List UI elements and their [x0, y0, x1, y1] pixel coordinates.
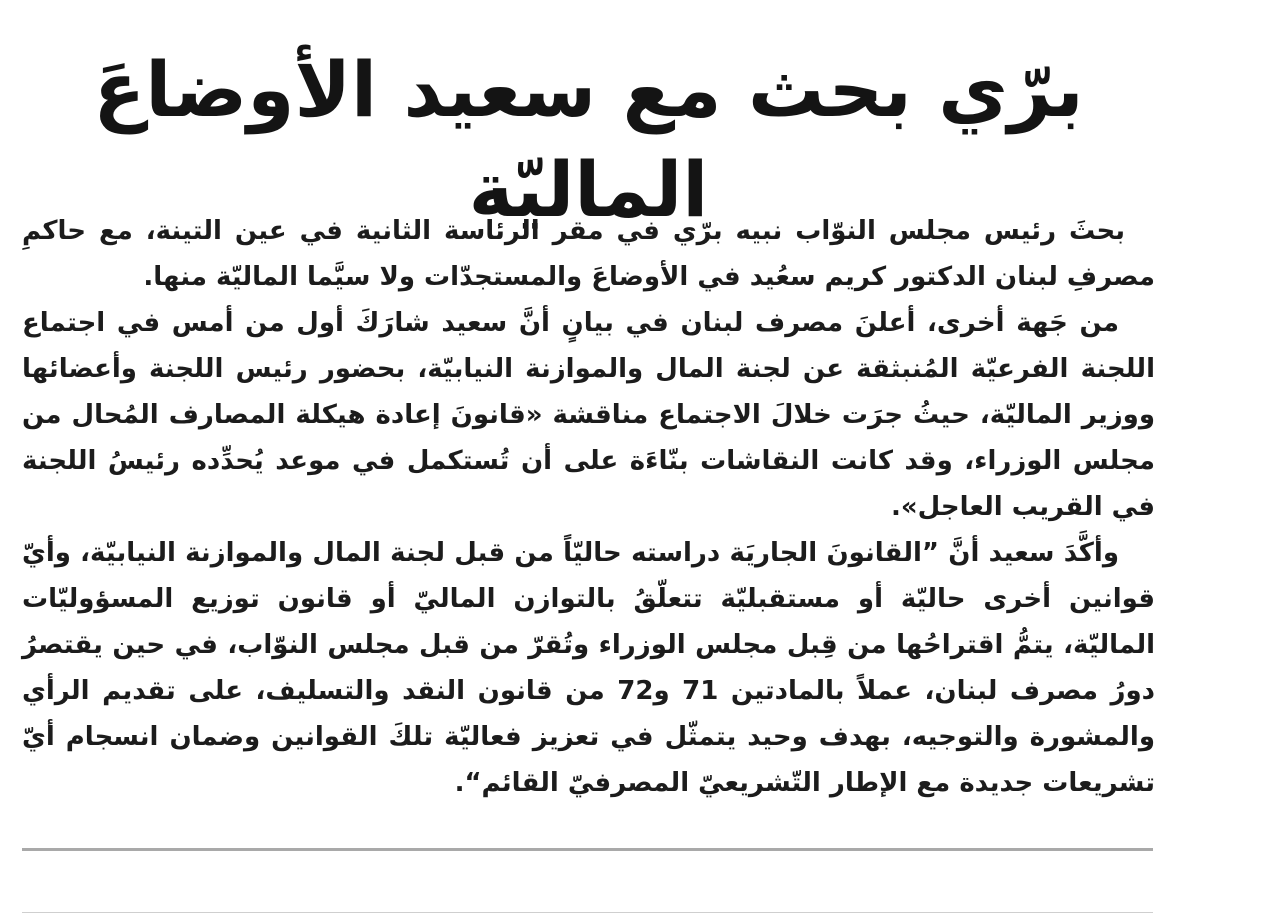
article-body [22, 208, 1155, 806]
headline: برّي بحث مع سعيد الأوضاعَ الماليّة [93, 45, 1084, 234]
article [22, 0, 1155, 806]
paragraph-1: بحثَ رئيس مجلس النوّاب نبيه برّي في مقر الرئاسة الثانية في عين التينة، مع حاكمِ مصرفِ لبنان الدكتور كريم سعُيد في الأوضاعَ والمستجدّات ولا سيَّما الماليّة منها. [22, 216, 1155, 292]
paragraph-2: من جَهة أخرى، أعلنَ مصرف لبنان في بيانٍ أنَّ سعيد شارَكَ أول من أمس في اجتماع اللجنة الفرعيّة المُنبثقة عن لجنة المال والموازنة النيابيّة، بحضور رئيس اللجنة وأعضائها ووزير الماليّة، حيثُ جرَت خلالَ الاجتماع مناقشة «قانونَ إعادة هيكلة المصارف المُحال من مجلس الوزراء، وقد كانت النقاشات بنّاءَة على أن تُستكمل في موعد يُحدِّده رئيسُ اللجنة في القريب العاجل». [22, 308, 1155, 522]
divider-rule [22, 848, 1153, 851]
bottom-divider [22, 912, 1153, 913]
paragraph-3: وأكَّدَ سعيد أنَّ ”القانونَ الجاريَة دراسته حاليّاً من قبل لجنة المال والموازنة النيابيّة، وأيّ قوانين أخرى حاليّة أو مستقبليّة تتعلّقُ بالتوازن الماليّ أو قانون توزيع المسؤوليّات الماليّة، يتمُّ اقتراحُها من قِبل مجلس الوزراء وتُقرّ من قبل مجلس النوّاب، في حين يقتصرُ دورُ مصرف لبنان، عملاً بالمادتين 71 و72 من قانون النقد والتسليف، على تقديم الرأي والمشورة والتوجيه، بهدف وحيد يتمثّل في تعزيز فعاليّة تلكَ القوانين وضمان انسجام أيّ تشريعات جديدة مع الإطار التّشريعيّ المصرفيّ القائم“. [22, 538, 1155, 798]
